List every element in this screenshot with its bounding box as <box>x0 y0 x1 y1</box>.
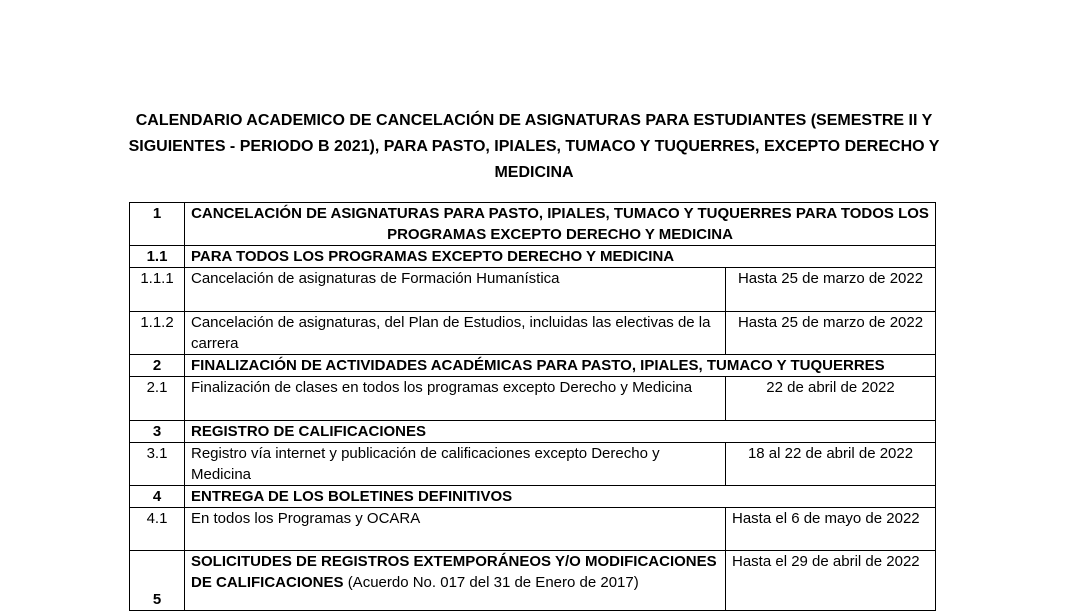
table-row <box>130 377 936 421</box>
activity-date: 22 de abril de 2022 <box>726 377 936 421</box>
activity-date: Hasta el 6 de mayo de 2022 <box>726 508 936 551</box>
activity-date: Hasta 25 de marzo de 2022 <box>726 268 936 312</box>
activity-date: Hasta el 29 de abril de 2022 <box>726 551 936 611</box>
row-number: 4 <box>130 486 185 508</box>
table-row <box>130 421 936 443</box>
row-number: 5 <box>130 551 185 611</box>
table-row <box>130 203 936 246</box>
activity-date: 18 al 22 de abril de 2022 <box>726 443 936 486</box>
activity-text: Cancelación de asignaturas de Formación Humanística <box>185 268 726 312</box>
subsection-heading: PARA TODOS LOS PROGRAMAS EXCEPTO DERECHO Y MEDICINA <box>185 246 936 268</box>
table-row <box>130 312 936 355</box>
activity-text: En todos los Programas y OCARA <box>185 508 726 551</box>
activity-text: Cancelación de asignaturas, del Plan de Estudios, incluidas las electivas de la carrera <box>185 312 726 355</box>
agreement-note: (Acuerdo No. 017 del 31 de Enero de 2017) <box>347 574 639 591</box>
row-number: 1.1.2 <box>130 312 185 355</box>
row-number: 1.1.1 <box>130 268 185 312</box>
row-number: 4.1 <box>130 508 185 551</box>
section-heading: ENTREGA DE LOS BOLETINES DEFINITIVOS <box>185 486 936 508</box>
activity-text <box>185 551 726 611</box>
section-heading: REGISTRO DE CALIFICACIONES <box>185 421 936 443</box>
section-heading: CANCELACIÓN DE ASIGNATURAS PARA PASTO, IPIALES, TUMACO Y TUQUERRES PARA TODOS LOS PROGRAMAS EXCEPTO DERECHO Y MEDICINA <box>185 203 936 246</box>
table-row <box>130 246 936 268</box>
row-number: 2.1 <box>130 377 185 421</box>
table-row <box>130 551 936 611</box>
section-heading: SOLICITUDES DE REGISTROS EXTEMPORÁNEOS Y/O MODIFICACIONES DE CALIFICACIONES <box>191 553 717 591</box>
activity-date: Hasta 25 de marzo de 2022 <box>726 312 936 355</box>
row-number: 3 <box>130 421 185 443</box>
row-number: 3.1 <box>130 443 185 486</box>
table-row <box>130 443 936 486</box>
table-row <box>130 508 936 551</box>
table-row <box>130 355 936 377</box>
activity-text: Registro vía internet y publicación de calificaciones excepto Derecho y Medicina <box>185 443 726 486</box>
page-title: CALENDARIO ACADEMICO DE CANCELACIÓN DE ASIGNATURAS PARA ESTUDIANTES (SEMESTRE II Y SIGUIENTES - PERIODO B 2021), PARA PASTO, IPIALES, TUMACO Y TUQUERRES, EXCEPTO DERECHO Y MEDICINA <box>128 112 940 181</box>
row-number: 1 <box>130 203 185 246</box>
row-number: 1.1 <box>130 246 185 268</box>
table-row <box>130 486 936 508</box>
calendar-table <box>129 202 936 611</box>
activity-text: Finalización de clases en todos los programas excepto Derecho y Medicina <box>185 377 726 421</box>
row-number: 2 <box>130 355 185 377</box>
table-row <box>130 268 936 312</box>
section-heading: FINALIZACIÓN DE ACTIVIDADES ACADÉMICAS PARA PASTO, IPIALES, TUMACO Y TUQUERRES <box>185 355 936 377</box>
